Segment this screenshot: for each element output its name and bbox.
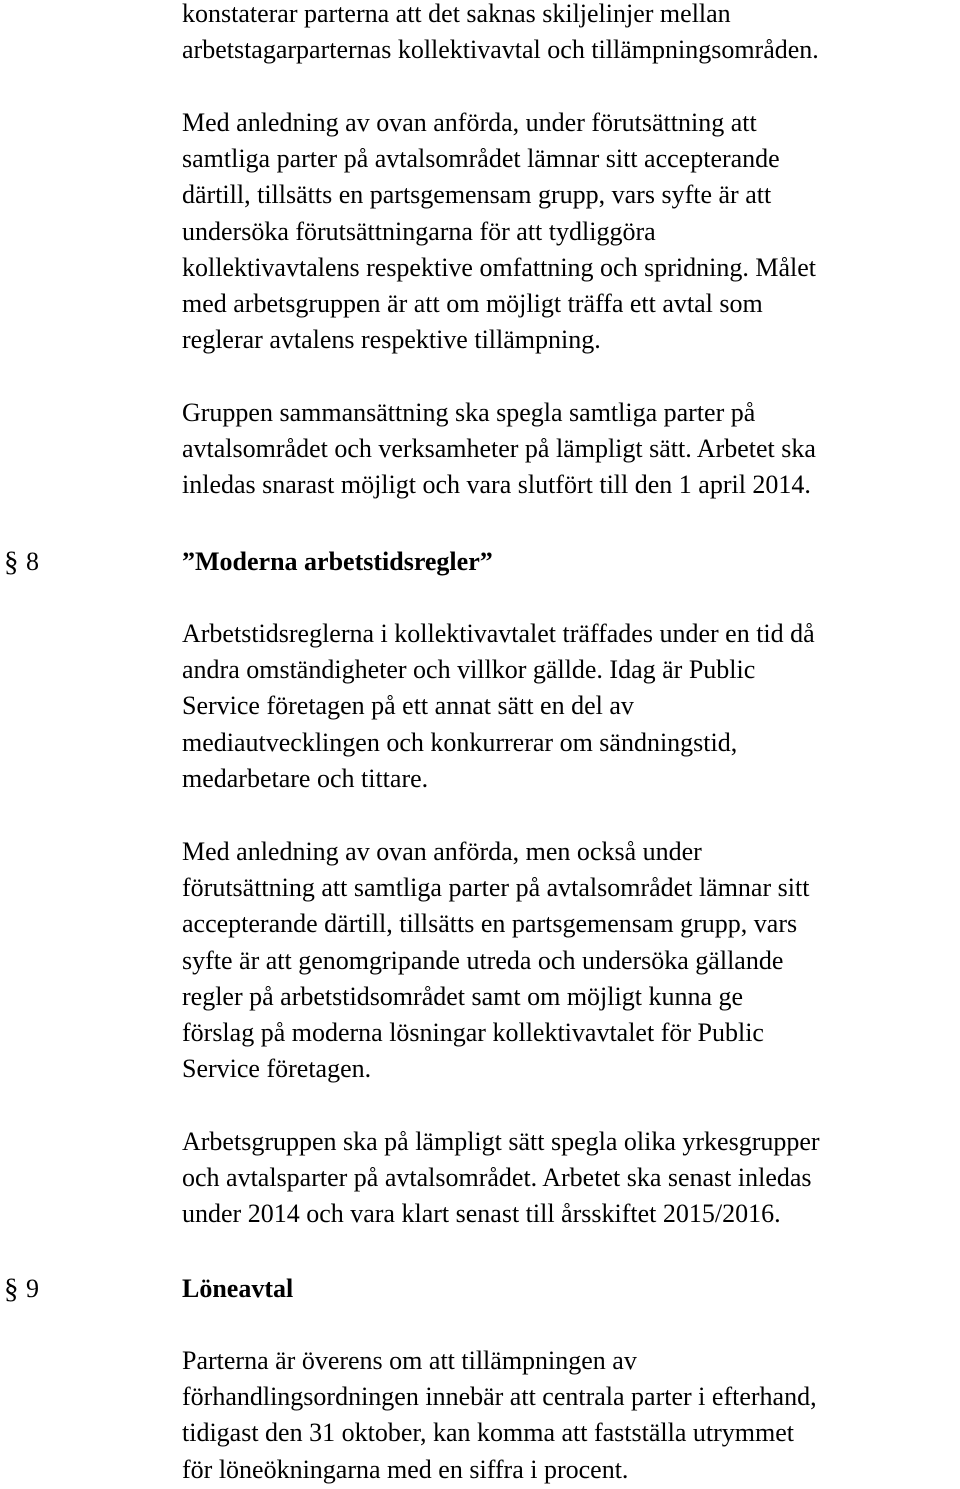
text-line: inledas snarast möjligt och vara slutfört till den 1 april 2014. xyxy=(182,470,811,500)
text-line: arbetstagarparternas kollektivavtal och tillämpningsområden. xyxy=(182,35,819,65)
section-title: ”Moderna arbetstidsregler” xyxy=(182,547,493,576)
text-line: samtliga parter på avtalsområdet lämnar sitt accepterande xyxy=(182,144,780,174)
text-line: Med anledning av ovan anförda, under förutsättning att xyxy=(182,108,757,137)
section-9-heading xyxy=(0,1269,960,1309)
text-line: förhandlingsordningen innebär att centrala parter i efterhand, xyxy=(182,1382,817,1412)
text-line: medarbetare och tittare. xyxy=(182,763,429,793)
intro-paragraph-2 xyxy=(182,105,816,358)
text-line: Arbetstidsreglerna i kollektivavtalet träffades under en tid då xyxy=(182,619,815,648)
text-line: accepterande därtill, tillsätts en partsgemensam grupp, vars xyxy=(182,909,798,939)
text-line: Arbetsgruppen ska på lämpligt sätt spegla olika yrkesgrupper xyxy=(182,1127,820,1156)
text-line: regler på arbetstidsområdet samt om möjligt kunna ge xyxy=(182,981,744,1011)
section-title: Löneavtal xyxy=(182,1274,294,1303)
text-line: Med anledning av ovan anförda, men också under xyxy=(182,837,702,866)
section-8-heading xyxy=(0,542,960,582)
text-line: reglerar avtalens respektive tillämpning. xyxy=(182,325,601,355)
section-number: 9 xyxy=(26,1274,39,1303)
text-line: med arbetsgruppen är att om möjligt träffa ett avtal som xyxy=(182,289,763,319)
intro-paragraph-1 xyxy=(182,0,819,68)
text-line: Gruppen sammansättning ska spegla samtliga parter på xyxy=(182,398,756,427)
section-8-paragraph-2 xyxy=(182,834,809,1087)
text-line: för löneökningarna med en siffra i procent. xyxy=(182,1454,629,1484)
section-number: 8 xyxy=(26,547,39,576)
section-8-paragraph-3 xyxy=(182,1124,820,1233)
text-line: andra omständigheter och villkor gällde. Idag är Public xyxy=(182,655,756,685)
intro-paragraph-3 xyxy=(182,395,816,504)
text-line: och avtalsparter på avtalsområdet. Arbetet ska senast inledas xyxy=(182,1163,812,1193)
text-line: Service företagen på ett annat sätt en del av xyxy=(182,691,634,721)
text-line: kollektivavtalens respektive omfattning och spridning. Målet xyxy=(182,252,816,282)
text-line: undersöka förutsättningarna för att tydliggöra xyxy=(182,216,656,246)
text-line: avtalsområdet och verksamheter på lämpligt sätt. Arbetet ska xyxy=(182,434,816,464)
text-line: under 2014 och vara klart senast till årsskiftet 2015/2016. xyxy=(182,1199,781,1229)
section-sign: § xyxy=(4,546,19,578)
text-line: Parterna är överens om att tillämpningen av xyxy=(182,1346,637,1375)
section-8-paragraph-1 xyxy=(182,616,815,797)
text-line: förutsättning att samtliga parter på avtalsområdet lämnar sitt xyxy=(182,873,810,903)
text-line: tidigast den 31 oktober, kan komma att fastställa utrymmet xyxy=(182,1418,794,1448)
text-line: förslag på moderna lösningar kollektivavtalet för Public xyxy=(182,1018,764,1048)
section-9-paragraph-1 xyxy=(182,1343,817,1488)
text-line: mediautvecklingen och konkurrerar om sändningstid, xyxy=(182,727,738,757)
text-line: konstaterar parterna att det saknas skiljelinjer mellan xyxy=(182,0,731,28)
text-line: syfte är att genomgripande utreda och undersöka gällande xyxy=(182,945,784,975)
text-line: därtill, tillsätts en partsgemensam grupp, vars syfte är att xyxy=(182,180,772,210)
section-sign: § xyxy=(4,1273,19,1305)
text-line: Service företagen. xyxy=(182,1054,372,1084)
